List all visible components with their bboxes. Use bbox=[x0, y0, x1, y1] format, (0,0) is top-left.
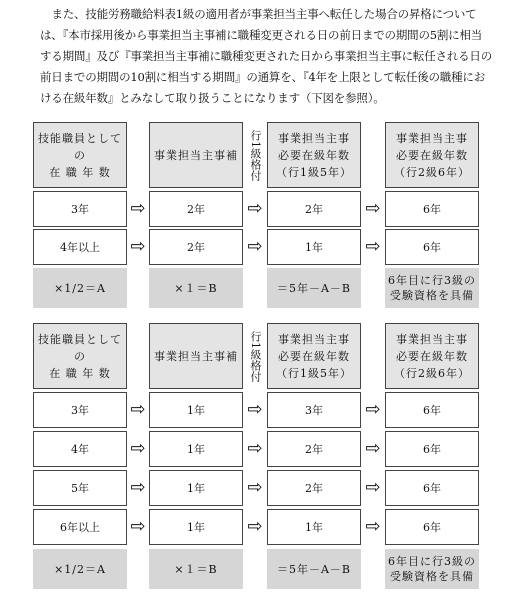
header-required-grade1: 事業担当主事 必要在級年数 （行1級5年） bbox=[267, 122, 361, 188]
arrow-right-icon: ⇨ bbox=[365, 477, 381, 498]
arrow-right-icon: ⇨ bbox=[130, 399, 146, 420]
footer-formula-b: ×１＝B bbox=[149, 268, 243, 308]
arrow-right-icon: ⇨ bbox=[365, 236, 381, 257]
footer-formula-c: ＝5年－A－B bbox=[267, 549, 361, 589]
table-cell: 6年 bbox=[385, 229, 479, 265]
arrow-right-icon: ⇨ bbox=[247, 516, 263, 537]
table-cell: 1年 bbox=[149, 470, 243, 506]
arrow-right-icon: ⇨ bbox=[130, 438, 146, 459]
table-cell: 2年 bbox=[267, 470, 361, 506]
header-assistant: 事業担当主事補 bbox=[149, 323, 243, 389]
arrow-right-icon: ⇨ bbox=[130, 516, 146, 537]
arrow-right-icon: ⇨ bbox=[247, 438, 263, 459]
header-tenure: 技能職員としての 在 職 年 数 bbox=[33, 122, 127, 188]
table-cell: 6年 bbox=[385, 392, 479, 428]
table-cell: 2年 bbox=[267, 431, 361, 467]
table-cell: 1年 bbox=[149, 392, 243, 428]
header-tenure: 技能職員としての 在 職 年 数 bbox=[33, 323, 127, 389]
table-cell: 3年 bbox=[33, 191, 127, 227]
header-required-grade2: 事業担当主事 必要在級年数 （行2級6年） bbox=[385, 122, 479, 188]
footer-eligibility: 6年目に行3級の 受験資格を具備 bbox=[385, 268, 479, 308]
footer-formula-a: ×1/2＝A bbox=[33, 268, 127, 308]
table-cell: 4年以上 bbox=[33, 229, 127, 265]
arrow-right-icon: ⇨ bbox=[130, 236, 146, 257]
table-cell: 2年 bbox=[149, 229, 243, 265]
arrow-right-icon: ⇨ bbox=[247, 236, 263, 257]
footer-formula-a: ×1/2＝A bbox=[33, 549, 127, 589]
arrow-right-icon: ⇨ bbox=[247, 198, 263, 219]
table-cell: 6年 bbox=[385, 431, 479, 467]
arrow-right-icon: ⇨ bbox=[247, 399, 263, 420]
arrow-right-icon: ⇨ bbox=[365, 399, 381, 420]
footer-formula-c: ＝5年－A－B bbox=[267, 268, 361, 308]
table-cell: 6年 bbox=[385, 191, 479, 227]
vertical-label-grade1: 行1級格付 bbox=[249, 330, 262, 382]
table-cell: 2年 bbox=[149, 191, 243, 227]
table-cell: 1年 bbox=[267, 509, 361, 545]
table-cell: 5年 bbox=[33, 470, 127, 506]
footer-eligibility: 6年目に行3級の 受験資格を具備 bbox=[385, 549, 479, 589]
arrow-right-icon: ⇨ bbox=[130, 477, 146, 498]
header-required-grade1: 事業担当主事 必要在級年数 （行1級5年） bbox=[267, 323, 361, 389]
table-cell: 6年 bbox=[385, 470, 479, 506]
table-cell: 3年 bbox=[33, 392, 127, 428]
table-cell: 1年 bbox=[149, 431, 243, 467]
arrow-right-icon: ⇨ bbox=[365, 438, 381, 459]
table-cell: 2年 bbox=[267, 191, 361, 227]
table-cell: 1年 bbox=[149, 509, 243, 545]
arrow-right-icon: ⇨ bbox=[365, 516, 381, 537]
table-cell: 6年以上 bbox=[33, 509, 127, 545]
table-cell: 1年 bbox=[267, 229, 361, 265]
table-cell: 3年 bbox=[267, 392, 361, 428]
header-required-grade2: 事業担当主事 必要在級年数 （行2級6年） bbox=[385, 323, 479, 389]
table-cell: 4年 bbox=[33, 431, 127, 467]
arrow-right-icon: ⇨ bbox=[247, 477, 263, 498]
footer-formula-b: ×１＝B bbox=[149, 549, 243, 589]
vertical-label-grade1: 行1級格付 bbox=[249, 129, 262, 181]
arrow-right-icon: ⇨ bbox=[130, 198, 146, 219]
arrow-right-icon: ⇨ bbox=[365, 198, 381, 219]
intro-paragraph: また、技能労務職給料表1級の適用者が事業担当主事へ転任した場合の昇格については、『本市採用後から事業担当主事補に職種変更される日の前日までの期間の5割に相当する期間』及び『事業担当主事補に職種変更された日から事業担当主事に転任される日の前日までの期間の10割に相当する期間』の通算を、『4年を上限として転任後の職種における在級年数』とみなして取り扱うことになります（下図を参照）。 bbox=[40, 7, 492, 105]
table-cell: 6年 bbox=[385, 509, 479, 545]
header-assistant: 事業担当主事補 bbox=[149, 122, 243, 188]
